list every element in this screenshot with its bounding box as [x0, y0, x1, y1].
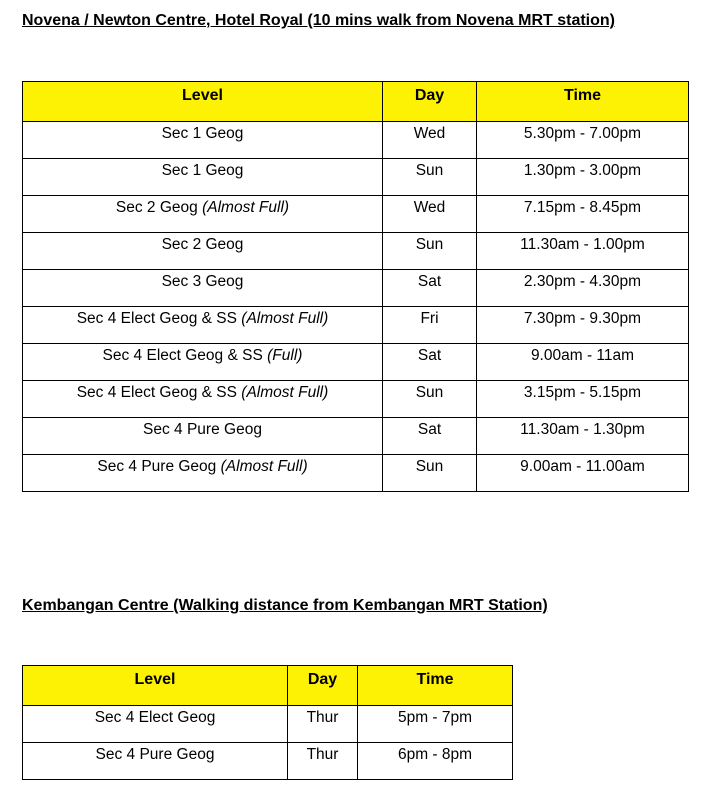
availability-note: (Almost Full)	[241, 310, 329, 327]
kembangan-centre-heading: Kembangan Centre (Walking distance from Kembangan MRT Station)	[22, 597, 548, 614]
time-cell: 9.00am - 11am	[477, 344, 689, 381]
table-row	[23, 743, 513, 780]
availability-note: (Full)	[267, 347, 303, 364]
table-row	[23, 307, 689, 344]
level-column-header: Level	[23, 82, 383, 122]
day-cell: Sun	[383, 381, 477, 418]
table-row	[23, 270, 689, 307]
table-header-row	[23, 666, 513, 706]
day-cell: Thur	[288, 706, 358, 743]
level-text: Sec 4 Elect Geog & SS	[76, 310, 237, 327]
level-text: Sec 3 Geog	[161, 273, 244, 290]
level-text: Sec 4 Pure Geog	[97, 458, 217, 475]
time-column-header: Time	[477, 82, 689, 122]
day-cell: Wed	[383, 122, 477, 159]
level-text: Sec 2 Geog	[115, 199, 198, 216]
day-cell: Sun	[383, 233, 477, 270]
level-cell	[23, 344, 383, 381]
level-cell	[23, 455, 383, 492]
level-text: Sec 1 Geog	[161, 125, 244, 142]
level-text: Sec 4 Pure Geog	[143, 421, 262, 438]
table-row	[23, 122, 689, 159]
time-cell: 9.00am - 11.00am	[477, 455, 689, 492]
level-text: Sec 1 Geog	[161, 162, 244, 179]
table-row	[23, 159, 689, 196]
time-cell: 11.30am - 1.00pm	[477, 233, 689, 270]
novena-centre-heading: Novena / Newton Centre, Hotel Royal (10 mins walk from Novena MRT station)	[22, 12, 615, 29]
day-column-header: Day	[288, 666, 358, 706]
day-cell: Sat	[383, 418, 477, 455]
level-cell	[23, 307, 383, 344]
time-cell: 5pm - 7pm	[358, 706, 513, 743]
day-column-header: Day	[383, 82, 477, 122]
table-row	[23, 196, 689, 233]
table-row	[23, 381, 689, 418]
level-text: Sec 4 Elect Geog	[94, 709, 216, 726]
level-cell	[23, 706, 288, 743]
day-cell: Sun	[383, 455, 477, 492]
level-text: Sec 4 Elect Geog & SS	[76, 384, 237, 401]
novena-schedule-table	[22, 81, 689, 492]
time-cell: 7.15pm - 8.45pm	[477, 196, 689, 233]
time-cell: 3.15pm - 5.15pm	[477, 381, 689, 418]
table-header-row	[23, 82, 689, 122]
day-cell: Sat	[383, 344, 477, 381]
table-row	[23, 233, 689, 270]
time-cell: 5.30pm - 7.00pm	[477, 122, 689, 159]
day-cell: Sun	[383, 159, 477, 196]
level-column-header: Level	[23, 666, 288, 706]
availability-note: (Almost Full)	[241, 384, 329, 401]
time-cell: 11.30am - 1.30pm	[477, 418, 689, 455]
kembangan-schedule-table	[22, 665, 513, 780]
time-cell: 2.30pm - 4.30pm	[477, 270, 689, 307]
level-cell	[23, 381, 383, 418]
level-text: Sec 4 Pure Geog	[95, 746, 215, 763]
table-row	[23, 455, 689, 492]
time-cell: 6pm - 8pm	[358, 743, 513, 780]
level-cell	[23, 159, 383, 196]
table-row	[23, 706, 513, 743]
table-row	[23, 418, 689, 455]
day-cell: Fri	[383, 307, 477, 344]
level-text: Sec 4 Elect Geog & SS	[102, 347, 263, 364]
day-cell: Wed	[383, 196, 477, 233]
availability-note: (Almost Full)	[220, 458, 308, 475]
time-cell: 7.30pm - 9.30pm	[477, 307, 689, 344]
level-cell	[23, 196, 383, 233]
level-cell	[23, 418, 383, 455]
time-column-header: Time	[358, 666, 513, 706]
time-cell: 1.30pm - 3.00pm	[477, 159, 689, 196]
level-cell	[23, 743, 288, 780]
day-cell: Thur	[288, 743, 358, 780]
level-cell	[23, 270, 383, 307]
level-cell	[23, 233, 383, 270]
level-cell	[23, 122, 383, 159]
day-cell: Sat	[383, 270, 477, 307]
availability-note: (Almost Full)	[202, 199, 290, 216]
level-text: Sec 2 Geog	[161, 236, 244, 253]
table-row	[23, 344, 689, 381]
